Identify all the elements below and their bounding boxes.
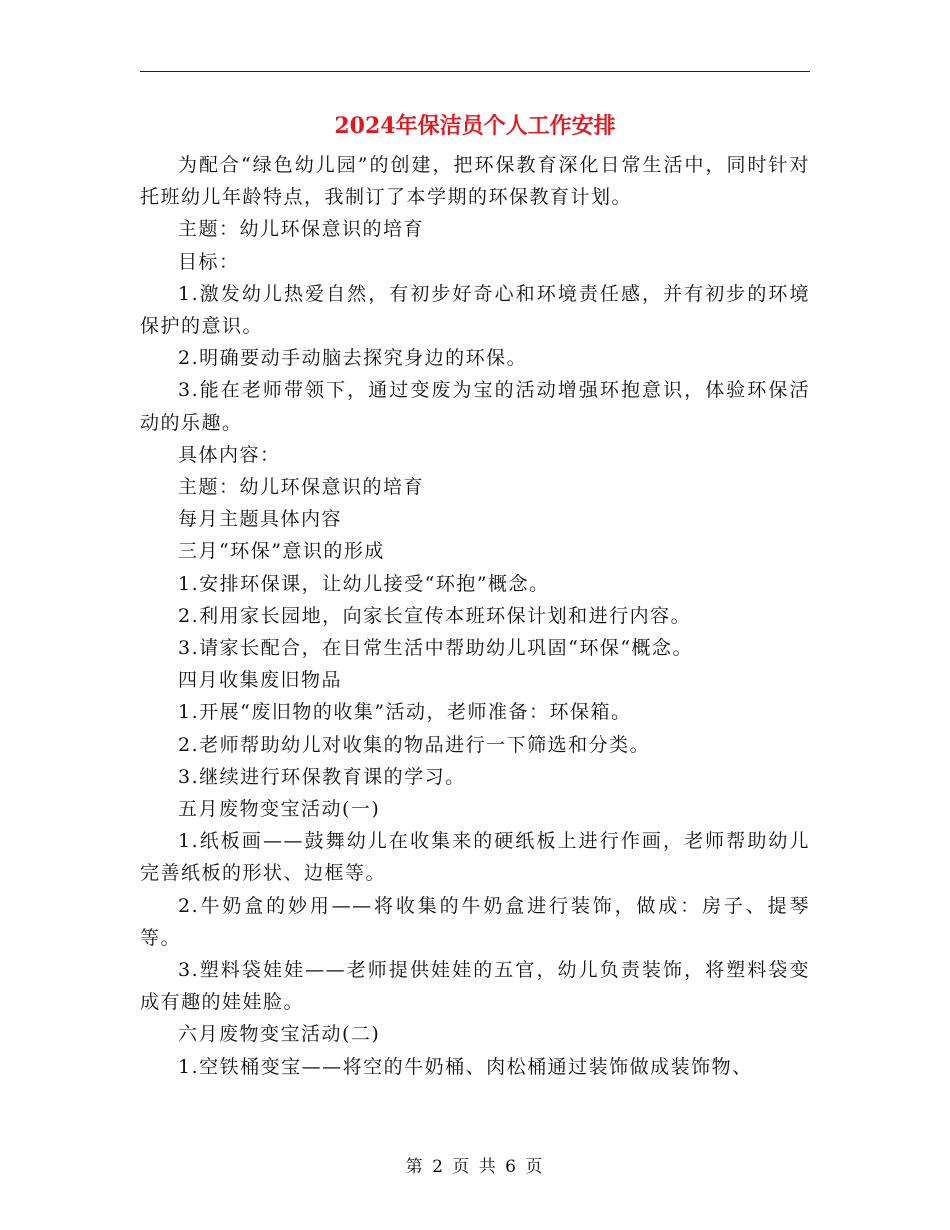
paragraph: 3.继续进行环保教育课的学习。 bbox=[178, 765, 466, 788]
header-rule bbox=[140, 71, 810, 72]
paragraph: 3.塑料袋娃娃——老师提供娃娃的五官，幼儿负责装饰，将塑料袋变成有趣的娃娃脸。 bbox=[140, 959, 810, 1014]
paragraph: 目标： bbox=[178, 250, 240, 273]
paragraph: 具体内容： bbox=[178, 443, 281, 466]
paragraph: 1.激发幼儿热爱自然，有初步好奇心和环境责任感，并有初步的环境保护的意识。 bbox=[140, 282, 810, 338]
paragraph: 每月主题具体内容 bbox=[178, 508, 343, 531]
paragraph: 四月收集废旧物品 bbox=[178, 669, 343, 692]
paragraph: 1.安排环保课，让幼儿接受“环抱”概念。 bbox=[178, 572, 550, 595]
paragraph: 2.利用家长园地，向家长宣传本班环保计划和进行内容。 bbox=[178, 604, 692, 627]
paragraph: 主题：幼儿环保意识的培育 bbox=[178, 218, 425, 241]
page-footer: 第 2 页 共 6 页 bbox=[405, 1157, 545, 1177]
paragraph: 三月“环保”意识的形成 bbox=[178, 540, 385, 563]
paragraph: 主题：幼儿环保意识的培育 bbox=[178, 476, 425, 499]
paragraph: 五月废物变宝活动(一) bbox=[178, 798, 381, 821]
paragraph: 2.明确要动手动脑去探究身边的环保。 bbox=[178, 347, 528, 370]
paragraph: 为配合“绿色幼儿园”的创建，把环保教育深化日常生活中，同时针对托班幼儿年龄特点，我制订了本学期的环保教育计划。 bbox=[140, 154, 810, 209]
paragraph: 1.空铁桶变宝——将空的牛奶桶、肉松桶通过装饰做成装饰物、 bbox=[178, 1055, 753, 1078]
paragraph: 2.老师帮助幼儿对收集的物品进行一下筛选和分类。 bbox=[178, 733, 651, 756]
paragraph: 六月废物变宝活动(二) bbox=[178, 1023, 381, 1046]
paragraph: 3.能在老师带领下，通过变废为宝的活动增强环抱意识，体验环保活动的乐趣。 bbox=[140, 379, 810, 434]
paragraph: 1.开展“废旧物的收集”活动，老师准备：环保箱。 bbox=[178, 701, 632, 724]
paragraph: 1.纸板画——鼓舞幼儿在收集来的硬纸板上进行作画，老师帮助幼儿完善纸板的形状、边框等。 bbox=[140, 830, 810, 885]
paragraph: 2.牛奶盒的妙用——将收集的牛奶盒进行装饰，做成：房子、提琴等。 bbox=[140, 894, 810, 949]
paragraph: 3.请家长配合，在日常生活中帮助幼儿巩固“环保“概念。 bbox=[178, 637, 694, 660]
document-title: 2024年保洁员个人工作安排 bbox=[334, 113, 616, 139]
document-body bbox=[140, 149, 810, 1083]
